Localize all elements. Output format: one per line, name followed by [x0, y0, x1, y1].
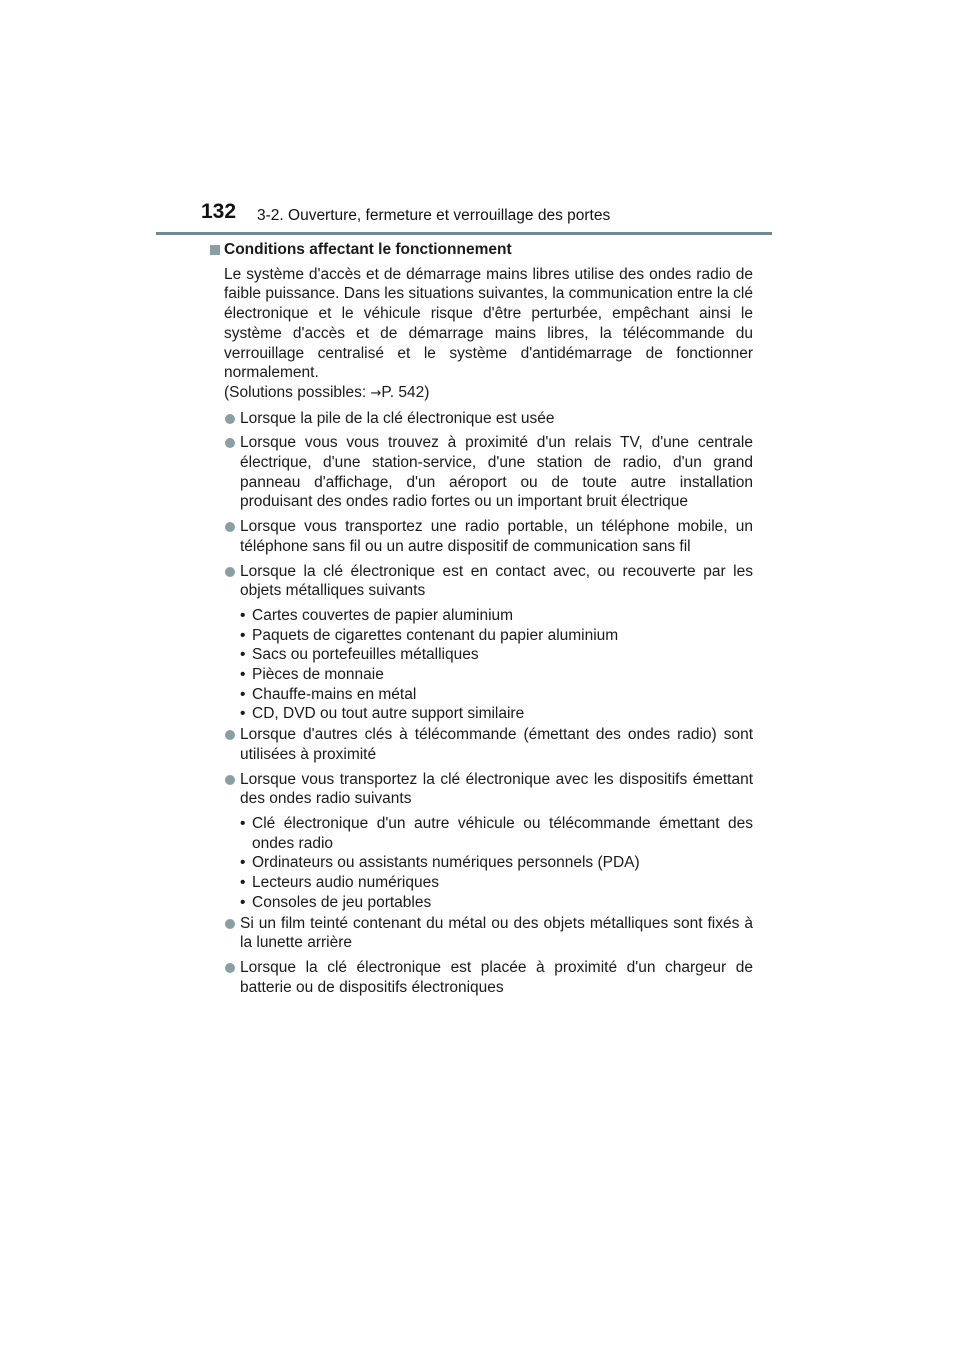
section-heading: [208, 240, 753, 260]
sublist-item: • Chauffe-mains en métal: [240, 685, 417, 703]
dot-bullet-icon: •: [240, 874, 246, 892]
sublist-item: • Pièces de monnaie: [240, 666, 384, 684]
solutions-reference: [224, 383, 753, 404]
circle-bullet-icon: [225, 730, 235, 740]
list-item-text: Lorsque la clé électronique est en contact avec, ou recouverte par les objets métalliques suivants: [240, 562, 753, 600]
dot-bullet-icon: •: [240, 646, 246, 664]
dot-bullet-icon: •: [240, 626, 246, 644]
sublist-item: • CD, DVD ou tout autre support similaire: [240, 705, 525, 723]
dot-bullet-icon: •: [240, 854, 246, 872]
list-item: [208, 914, 753, 953]
list-item-text: Lorsque vous transportez la clé électronique avec les dispositifs émettant des ondes radio suivants: [240, 770, 753, 808]
dot-bullet-icon: •: [240, 606, 246, 624]
solutions-page-ref: P. 542): [381, 383, 430, 401]
circle-bullet-icon: [225, 522, 235, 532]
list-item: [208, 562, 753, 601]
list-item: [208, 958, 753, 997]
list-item-text: Lorsque la pile de la clé électronique est usée: [240, 409, 555, 427]
list-item: [208, 409, 753, 429]
radio-devices-sublist: [208, 814, 753, 913]
sublist-item: • Ordinateurs ou assistants numériques personnels (PDA): [240, 854, 640, 872]
arrow-right-icon: →: [370, 385, 382, 401]
bullet-list: [208, 409, 753, 998]
sublist-item: • Lecteurs audio numériques: [240, 874, 439, 892]
circle-bullet-icon: [225, 963, 235, 973]
dot-bullet-icon: •: [240, 666, 246, 684]
intro-text: Le système d'accès et de démarrage mains libres utilise des ondes radio de faible puissance. Dans les situations suivantes, la communication entre la clé électronique et le véhicule risque d'être perturbée, empêchant ainsi le système d'accès et de démarrage mains libres, la télécommande du verrouillage centralisé et le système d'antidémarrage de fonctionner normalement.: [224, 265, 753, 382]
dot-bullet-icon: •: [240, 814, 246, 832]
circle-bullet-icon: [225, 438, 235, 448]
list-item: [208, 725, 753, 764]
list-item-text: Lorsque d'autres clés à télécommande (émettant des ondes radio) sont utilisées à proximité: [240, 726, 753, 763]
page-number: 132: [201, 200, 237, 223]
list-item-text: Lorsque vous transportez une radio portable, un téléphone mobile, un téléphone sans fil ou un autre dispositif de communication sans fil: [240, 518, 753, 555]
dot-bullet-icon: •: [240, 893, 246, 911]
sublist-item: • Sacs ou portefeuilles métalliques: [240, 646, 479, 664]
list-item-text: Si un film teinté contenant du métal ou des objets métalliques sont fixés à la lunette arrière: [240, 914, 753, 952]
page-content: [208, 240, 753, 1002]
sublist-item: • Paquets de cigarettes contenant du papier aluminium: [240, 626, 619, 644]
list-item: [208, 517, 753, 556]
circle-bullet-icon: [225, 567, 235, 577]
section-heading-text: Conditions affectant le fonctionnement: [224, 241, 512, 258]
solutions-prefix: (Solutions possibles:: [224, 383, 371, 401]
list-item: [208, 433, 753, 512]
header-rule: [156, 232, 772, 235]
dot-bullet-icon: •: [240, 705, 246, 723]
sublist-item: • Consoles de jeu portables: [240, 893, 432, 911]
intro-paragraph: [224, 265, 753, 404]
circle-bullet-icon: [225, 414, 235, 424]
list-item-text: Lorsque vous vous trouvez à proximité d'un relais TV, d'une centrale électrique, d'une station-service, d'une station de radio, d'un grand panneau d'affichage, d'un aéroport ou de toute autre installation produisant des ondes radio fortes ou un important bruit électrique: [240, 434, 753, 511]
chapter-title: 3-2. Ouverture, fermeture et verrouillage des portes: [257, 207, 611, 224]
square-icon: [210, 245, 220, 255]
circle-bullet-icon: [225, 919, 235, 929]
sublist-item: • Cartes couvertes de papier aluminium: [240, 606, 514, 624]
list-item-text: Lorsque la clé électronique est placée à proximité d'un chargeur de batterie ou de dispositifs électroniques: [240, 958, 753, 996]
sublist-item: • Clé électronique d'un autre véhicule ou télécommande émettant des ondes radio: [240, 814, 753, 852]
list-item: [208, 770, 753, 809]
metal-objects-sublist: [208, 606, 753, 724]
circle-bullet-icon: [225, 775, 235, 785]
dot-bullet-icon: •: [240, 685, 246, 703]
